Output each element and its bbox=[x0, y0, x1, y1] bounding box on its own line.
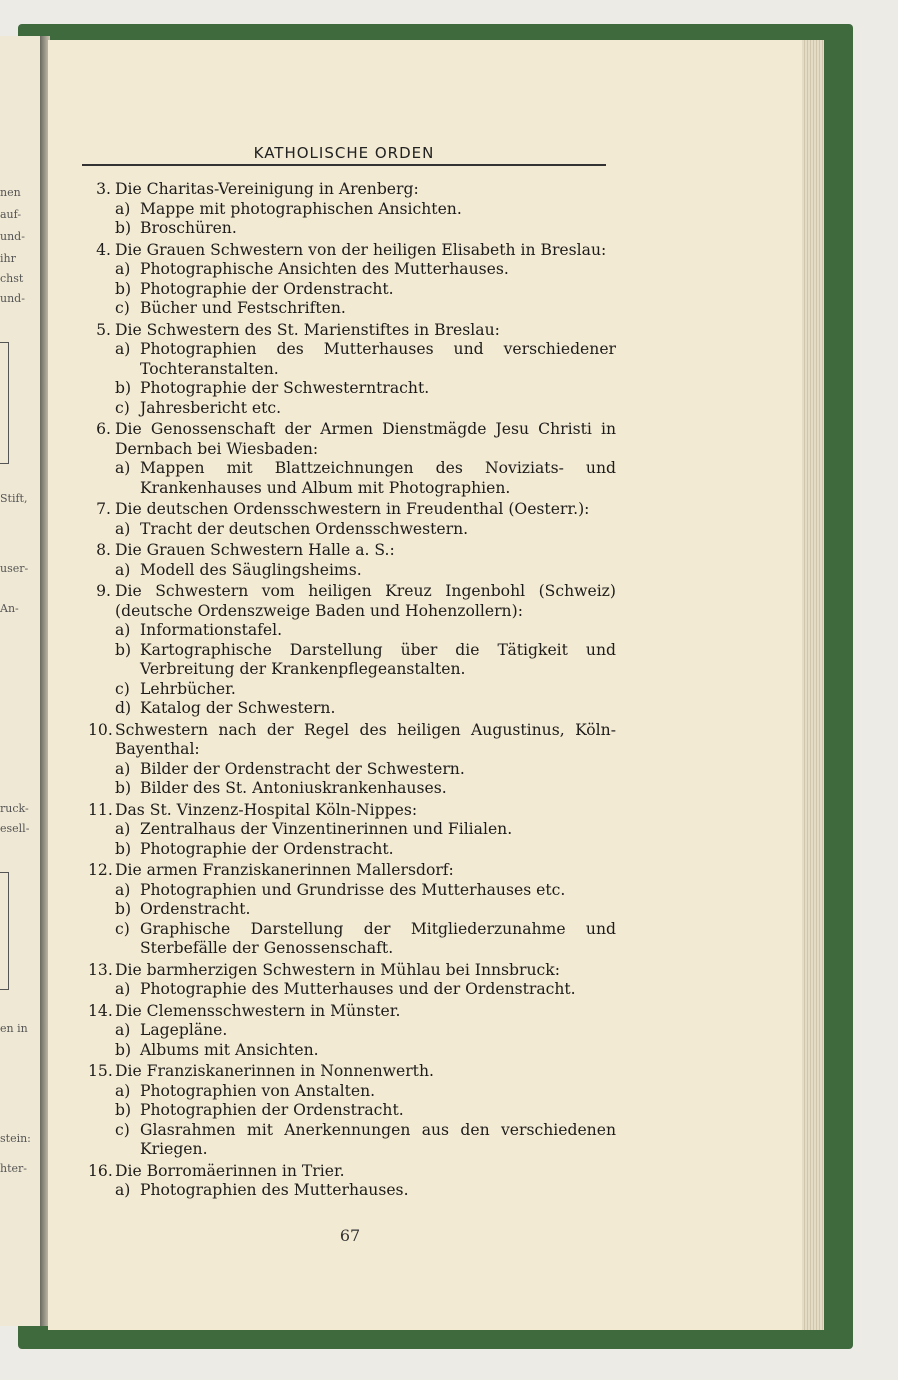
left-page-fragment: auf- bbox=[0, 208, 22, 221]
list-item bbox=[88, 582, 616, 719]
subitem-label: c) bbox=[115, 679, 130, 698]
subitem-text: Bücher und Festschriften. bbox=[140, 299, 346, 317]
page-edges bbox=[802, 40, 824, 1330]
entry-title bbox=[88, 1002, 616, 1022]
entry-title-text: Die Schwestern vom heiligen Kreuz Ingenbohl (Schweiz) (deutsche Ordenszweige Baden und Hohenzollern): bbox=[115, 582, 616, 620]
subitem-text: Photographien von Anstalten. bbox=[140, 1081, 376, 1100]
entry-title bbox=[88, 180, 616, 200]
entry-subitem bbox=[88, 840, 616, 860]
subitem-text: Mappen mit Blattzeichnungen des Noviziats- und Krankenhauses und Album mit Photographien. bbox=[140, 459, 616, 497]
subitem-label: b) bbox=[115, 839, 132, 858]
entry-title-text: Die Clemensschwestern in Münster. bbox=[115, 1001, 401, 1020]
entry-number: 11. bbox=[88, 800, 113, 819]
left-page-fragment: und- bbox=[0, 292, 25, 305]
entry-title bbox=[88, 1162, 616, 1182]
list-item bbox=[88, 321, 616, 419]
entry-title bbox=[88, 500, 616, 520]
header-rule bbox=[82, 164, 606, 166]
entry-subitem bbox=[88, 820, 616, 840]
subitem-label: b) bbox=[115, 219, 132, 237]
entry-subitem bbox=[88, 379, 616, 399]
entry-number: 6. bbox=[96, 420, 111, 438]
subitem-label: a) bbox=[115, 759, 131, 778]
entry-subitem bbox=[88, 1021, 616, 1041]
subitem-text: Photographien des Mutterhauses. bbox=[140, 1181, 409, 1199]
entry-number: 4. bbox=[96, 240, 111, 259]
entry-title bbox=[88, 961, 616, 981]
subitem-label: a) bbox=[115, 880, 131, 899]
entry-title-text: Die Charitas-Vereinigung in Arenberg: bbox=[115, 180, 419, 198]
subitem-text: Photographie der Schwesterntracht. bbox=[140, 379, 430, 397]
entry-subitem bbox=[88, 520, 616, 540]
subitem-label: b) bbox=[115, 379, 132, 397]
entry-title bbox=[88, 801, 616, 821]
entry-subitem bbox=[88, 340, 616, 379]
list-item bbox=[88, 861, 616, 959]
entry-number: 3. bbox=[96, 180, 111, 198]
list-item bbox=[88, 961, 616, 1000]
left-page-fragment: hter- bbox=[0, 1162, 27, 1175]
entry-title-text: Die Schwestern des St. Marienstiftes in Breslau: bbox=[115, 320, 500, 339]
entry-subitem bbox=[88, 299, 616, 319]
entry-subitem bbox=[88, 459, 616, 498]
list-item bbox=[88, 1062, 616, 1160]
subitem-text: Photographie der Ordenstracht. bbox=[140, 839, 394, 858]
entry-number: 5. bbox=[96, 320, 111, 339]
list-item bbox=[88, 500, 616, 539]
entry-subitem bbox=[88, 699, 616, 719]
entry-number: 10. bbox=[88, 720, 113, 739]
entry-title-text: Das St. Vinzenz-Hospital Köln-Nippes: bbox=[115, 800, 418, 819]
subitem-text: Broschüren. bbox=[140, 219, 237, 237]
entry-title bbox=[88, 582, 616, 621]
left-page-edge bbox=[0, 36, 44, 1326]
subitem-text: Photographie der Ordenstracht. bbox=[140, 279, 394, 298]
subitem-text: Photographie des Mutterhauses und der Ordenstracht. bbox=[140, 980, 576, 998]
subitem-label: d) bbox=[115, 699, 132, 717]
entry-title bbox=[88, 321, 616, 341]
entry-number: 8. bbox=[96, 541, 111, 559]
entry-number: 15. bbox=[88, 1062, 113, 1080]
entry-title-text: Die deutschen Ordensschwestern in Freudenthal (Oesterr.): bbox=[115, 500, 590, 518]
subitem-label: b) bbox=[115, 1101, 132, 1119]
subitem-label: c) bbox=[115, 919, 130, 938]
entry-subitem bbox=[88, 779, 616, 799]
left-page-fragment: nen bbox=[0, 186, 21, 199]
subitem-text: Bilder des St. Antoniuskrankenhauses. bbox=[140, 779, 447, 797]
subitem-text: Photographien des Mutterhauses und verschiedener Tochteranstalten. bbox=[140, 340, 616, 378]
left-page-box bbox=[0, 342, 9, 464]
list-item bbox=[88, 721, 616, 799]
entry-subitem bbox=[88, 881, 616, 901]
subitem-label: c) bbox=[115, 398, 130, 417]
entry-subitem bbox=[88, 900, 616, 920]
subitem-text: Jahresbericht etc. bbox=[140, 398, 282, 417]
left-page-fragment: user- bbox=[0, 562, 29, 575]
page-number: 67 bbox=[339, 1226, 361, 1245]
subitem-text: Lehrbücher. bbox=[140, 679, 236, 698]
subitem-label: b) bbox=[115, 279, 132, 298]
subitem-label: a) bbox=[115, 980, 131, 998]
subitem-label: b) bbox=[115, 640, 132, 659]
entry-title bbox=[88, 721, 616, 760]
subitem-label: b) bbox=[115, 1040, 132, 1059]
left-page-fragment: esell- bbox=[0, 822, 30, 835]
entry-number: 14. bbox=[88, 1001, 113, 1020]
subitem-label: a) bbox=[115, 560, 131, 579]
subitem-label: a) bbox=[115, 820, 131, 838]
entry-number: 9. bbox=[96, 582, 111, 600]
subitem-text: Bilder der Ordenstracht der Schwestern. bbox=[140, 759, 465, 778]
entry-title-text: Die Grauen Schwestern von der heiligen Elisabeth in Breslau: bbox=[115, 240, 607, 259]
entry-title-text: Die Grauen Schwestern Halle a. S.: bbox=[115, 541, 395, 559]
entry-subitem bbox=[88, 1041, 616, 1061]
entry-subitem bbox=[88, 680, 616, 700]
subitem-text: Photographien der Ordenstracht. bbox=[140, 1101, 404, 1119]
left-page-fragment: stein: bbox=[0, 1132, 31, 1145]
entry-subitem bbox=[88, 200, 616, 220]
subitem-label: a) bbox=[115, 1181, 131, 1199]
entry-subitem bbox=[88, 280, 616, 300]
entry-subitem bbox=[88, 1101, 616, 1121]
left-page-fragment: chst bbox=[0, 272, 24, 285]
subitem-label: b) bbox=[115, 779, 132, 797]
running-header: KATHOLISCHE ORDEN bbox=[253, 144, 435, 162]
entry-title-text: Die Borromäerinnen in Trier. bbox=[115, 1161, 345, 1180]
entry-title-text: Schwestern nach der Regel des heiligen Augustinus, Köln-Bayenthal: bbox=[115, 720, 616, 758]
entry-title bbox=[88, 420, 616, 459]
entry-subitem bbox=[88, 399, 616, 419]
entry-subitem bbox=[88, 980, 616, 1000]
subitem-text: Katalog der Schwestern. bbox=[140, 699, 336, 717]
subitem-text: Glasrahmen mit Anerkennungen aus den verschiedenen Kriegen. bbox=[140, 1120, 616, 1158]
left-page-fragment: Stift, bbox=[0, 492, 28, 505]
entry-subitem bbox=[88, 260, 616, 280]
subitem-label: a) bbox=[115, 519, 131, 538]
left-page-fragment: ruck- bbox=[0, 802, 29, 815]
entry-subitem bbox=[88, 621, 616, 641]
entry-subitem bbox=[88, 561, 616, 581]
subitem-label: c) bbox=[115, 299, 130, 317]
entry-subitem bbox=[88, 1121, 616, 1160]
entry-number: 13. bbox=[88, 960, 113, 979]
left-page-fragment: An- bbox=[0, 602, 19, 615]
entry-title bbox=[88, 861, 616, 881]
subitem-text: Kartographische Darstellung über die Tätigkeit und Verbreitung der Krankenpflegeanstalten. bbox=[140, 640, 616, 678]
subitem-label: a) bbox=[115, 199, 131, 218]
entry-title-text: Die Franziskanerinnen in Nonnenwerth. bbox=[115, 1062, 434, 1080]
entry-number: 16. bbox=[88, 1161, 113, 1180]
subitem-label: a) bbox=[115, 621, 131, 639]
list-item bbox=[88, 180, 616, 239]
entry-title bbox=[88, 541, 616, 561]
subitem-text: Photographische Ansichten des Mutterhauses. bbox=[140, 260, 509, 278]
list-item bbox=[88, 241, 616, 319]
list-item bbox=[88, 1162, 616, 1201]
list-item bbox=[88, 801, 616, 860]
entry-title bbox=[88, 241, 616, 261]
subitem-text: Albums mit Ansichten. bbox=[140, 1040, 319, 1059]
left-page-box bbox=[0, 872, 9, 990]
subitem-label: b) bbox=[115, 900, 132, 918]
entry-subitem bbox=[88, 920, 616, 959]
subitem-label: a) bbox=[115, 459, 131, 477]
entry-list bbox=[88, 180, 616, 1203]
entry-number: 7. bbox=[96, 500, 111, 518]
subitem-label: a) bbox=[115, 1021, 131, 1039]
subitem-text: Mappe mit photographischen Ansichten. bbox=[140, 199, 462, 218]
subitem-text: Modell des Säuglingsheims. bbox=[140, 560, 362, 579]
subitem-text: Photographien und Grundrisse des Mutterhauses etc. bbox=[140, 880, 566, 899]
entry-title-text: Die barmherzigen Schwestern in Mühlau bei Innsbruck: bbox=[115, 960, 560, 979]
entry-subitem bbox=[88, 760, 616, 780]
subitem-label: a) bbox=[115, 260, 131, 278]
entry-subitem bbox=[88, 219, 616, 239]
entry-number: 12. bbox=[88, 861, 113, 879]
subitem-text: Informationstafel. bbox=[140, 621, 283, 639]
subitem-label: a) bbox=[115, 340, 131, 358]
entry-title bbox=[88, 1062, 616, 1082]
entry-subitem bbox=[88, 1181, 616, 1201]
subitem-text: Graphische Darstellung der Mitgliederzunahme und Sterbefälle der Genossenschaft. bbox=[140, 919, 616, 957]
entry-title-text: Die Genossenschaft der Armen Dienstmägde Jesu Christi in Dernbach bei Wiesbaden: bbox=[115, 420, 616, 458]
subitem-label: a) bbox=[115, 1081, 131, 1100]
left-page-fragment: und- bbox=[0, 230, 25, 243]
subitem-text: Tracht der deutschen Ordensschwestern. bbox=[140, 519, 469, 538]
subitem-text: Lagepläne. bbox=[140, 1021, 228, 1039]
entry-title-text: Die armen Franziskanerinnen Mallersdorf: bbox=[115, 861, 454, 879]
list-item bbox=[88, 541, 616, 580]
left-page-fragment: ihr bbox=[0, 252, 16, 265]
subitem-text: Zentralhaus der Vinzentinerinnen und Filialen. bbox=[140, 820, 513, 838]
subitem-text: Ordenstracht. bbox=[140, 900, 251, 918]
subitem-label: c) bbox=[115, 1120, 130, 1139]
list-item bbox=[88, 1002, 616, 1061]
entry-subitem bbox=[88, 641, 616, 680]
entry-subitem bbox=[88, 1082, 616, 1102]
list-item bbox=[88, 420, 616, 498]
left-page-fragment: en in bbox=[0, 1022, 28, 1035]
